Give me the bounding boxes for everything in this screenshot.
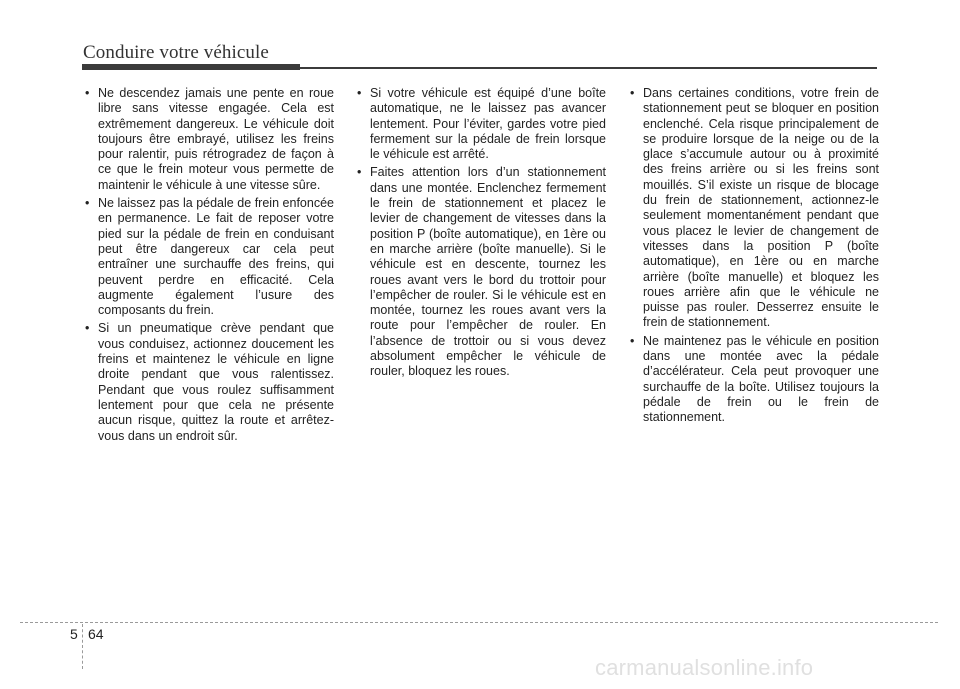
footer-vertical-divider <box>82 624 83 669</box>
bullet-list <box>627 86 879 426</box>
text-column-2 <box>354 86 606 383</box>
list-item-text: Ne laissez pas la pédale de frein enfoncée en permanence. Le fait de reposer votre pied sur la pédale de frein en conduisant peut être dangereux car cela peut entraîner une surchauffe des freins, qui peuvent perdre en efficacité. Cela augmente également l’usure des composants du frein. <box>98 196 334 318</box>
list-item <box>82 86 334 193</box>
page-number: 64 <box>88 626 104 642</box>
watermark-text: carmanualsonline.info <box>595 655 814 680</box>
chapter-number: 5 <box>70 626 78 642</box>
bullet-glyph: • <box>85 86 90 100</box>
list-item-text: Faites attention lors d’un stationnement dans une montée. Enclenchez fermement le frein de stationnement et placez le levier de changement de vitesses dans la position P (boîte automatique), en 1ère ou en marche arrière (boîte manuelle). Si le véhicule est en descente, tournez les roues avant vers le bord du trottoir pour l’empêcher de rouler. Si le véhicule est en montée, tournez les roues avant vers la route pour l’empêcher de rouler. En l’absence de trottoir ou si vous devez absolument empêcher le véhicule de rouler, bloquez les roues. <box>370 165 606 379</box>
text-column-3 <box>627 86 879 429</box>
list-item-text: Dans certaines conditions, votre frein de stationnement peut se bloquer en position enclenché. Cela risque principalement de se produire lorsque de la neige ou de la glace s’accumule autour ou à proximité des freins arrière ou si les freins sont mouillés. S’il existe un risque de blocage du frein de stationnement, actionnez-le seulement momentanément pendant que vous placez le levier de changement de vitesses dans la position P (boîte automatique), en 1ère ou en marche arrière (boîte manuelle) et bloquez les roues arrière afin que le véhicule ne puisse pas rouler. Desserrez ensuite le frein de stationnement. <box>643 86 879 330</box>
list-item <box>82 321 334 443</box>
text-column-1 <box>82 86 334 447</box>
bullet-glyph: • <box>357 86 362 100</box>
list-item <box>354 165 606 379</box>
bullet-glyph: • <box>357 165 362 180</box>
list-item <box>354 86 606 162</box>
bullet-list <box>354 86 606 380</box>
header-rule-thin <box>300 67 877 69</box>
list-item <box>627 86 879 331</box>
list-item-text: Si un pneumatique crève pendant que vous conduisez, actionnez doucement les freins et maintenez le véhicule en ligne droite pendant que vous ralentissez. Pendant que vous roulez suffisamment lentement pour que cela ne présente aucun risque, quittez la route et arrêtez-vous dans un endroit sûr. <box>98 321 334 443</box>
bullet-glyph: • <box>85 321 90 336</box>
bullet-list <box>82 86 334 444</box>
footer-divider <box>20 622 938 623</box>
bullet-glyph: • <box>630 333 635 348</box>
bullet-glyph: • <box>85 196 90 211</box>
list-item-text: Ne descendez jamais une pente en roue libre sans vitesse engagée. Cela est extrêmement dangereux. Le véhicule doit toujours être embrayé, utilisez les freins pour ralentir, puis rétrogradez de façon à ce que le frein moteur vous permette de maintenir le véhicule à une vitesse sûre. <box>98 86 334 192</box>
page-title: Conduire votre véhicule <box>83 42 269 63</box>
list-item-text: Si votre véhicule est équipé d’une boîte automatique, ne le laissez pas avancer lentement. Pour l’éviter, gardes votre pied fermement sur la pédale de frein lorsque le véhicule est arrêté. <box>370 86 606 162</box>
list-item <box>627 334 879 426</box>
list-item <box>82 196 334 318</box>
bullet-glyph: • <box>630 86 635 100</box>
header-rule-thick <box>82 64 300 70</box>
list-item-text: Ne maintenez pas le véhicule en position dans une montée avec la pédale d’accélérateur. Cela peut provoquer une surchauffe de la boîte. Utilisez toujours la pédale de frein ou le frein de stationnement. <box>643 333 879 425</box>
